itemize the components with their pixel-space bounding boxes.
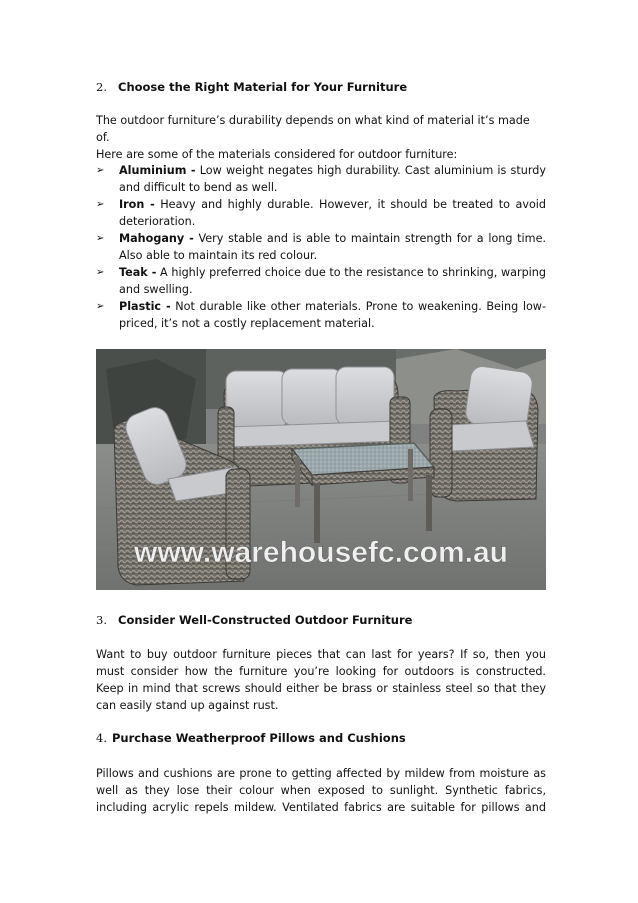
section-2-intro xyxy=(96,112,546,163)
list-item xyxy=(96,264,546,298)
list-item xyxy=(96,162,546,196)
section-2-intro-line-1: The outdoor furniture’s durability depends on what kind of material it’s made of. xyxy=(96,114,530,144)
arrow-bullet-icon: ➢ xyxy=(96,233,105,244)
section-3-body: Want to buy outdoor furniture pieces that can last for years? If so, then you must consider how the furniture you’re looking for outdoors is constructed. Keep in mind that screws should either be brass or stainless steel so that they can easily stand up against rust. xyxy=(96,648,546,712)
list-item xyxy=(96,298,546,332)
material-description: Very stable and is able to maintain strength for a long time. Also able to maintain its red colour. xyxy=(119,232,547,262)
arrow-bullet-icon: ➢ xyxy=(96,199,105,210)
section-3-title: Consider Well-Constructed Outdoor Furniture xyxy=(118,613,413,627)
material-description: Low weight negates high durability. Cast aluminium is sturdy and difficult to bend as well. xyxy=(119,164,546,194)
material-term: Iron - xyxy=(119,198,155,211)
material-description: Not durable like other materials. Prone to weakening. Being low-priced, it’s not a costly replacement material. xyxy=(119,300,546,330)
list-item xyxy=(96,230,546,264)
section-4-title: Purchase Weatherproof Pillows and Cushions xyxy=(112,731,406,745)
material-term: Aluminium - xyxy=(119,164,196,177)
section-3-number: 3. xyxy=(96,613,107,627)
section-2-heading xyxy=(96,80,407,94)
material-term: Teak - xyxy=(119,266,157,279)
section-3-heading xyxy=(96,613,412,627)
material-term: Plastic - xyxy=(119,300,171,313)
photo-watermark: www.warehousefc.com.au xyxy=(134,536,508,569)
material-term: Mahogany - xyxy=(119,232,194,245)
section-2-number: 2. xyxy=(96,80,107,94)
arrow-bullet-icon: ➢ xyxy=(96,301,105,312)
section-4-number: 4. xyxy=(96,731,107,745)
arrow-bullet-icon: ➢ xyxy=(96,267,105,278)
material-description: Heavy and highly durable. However, it should be treated to avoid deterioration. xyxy=(119,198,547,228)
materials-list xyxy=(96,162,546,332)
arrow-bullet-icon: ➢ xyxy=(96,165,105,176)
section-4-heading xyxy=(96,731,406,745)
material-description: A highly preferred choice due to the resistance to shrinking, warping and swelling. xyxy=(119,266,546,296)
section-2-title: Choose the Right Material for Your Furniture xyxy=(118,80,408,94)
section-4-body: Pillows and cushions are prone to getting affected by mildew from moisture as well as they lose their colour when exposed to sunlight. Synthetic fabrics, including acrylic repels mildew. Ventilated fabrics are suitable for pillows and xyxy=(96,767,546,814)
list-item xyxy=(96,196,546,230)
outdoor-furniture-photo xyxy=(96,349,546,590)
section-2-intro-line-2: Here are some of the materials considered for outdoor furniture: xyxy=(96,148,458,161)
